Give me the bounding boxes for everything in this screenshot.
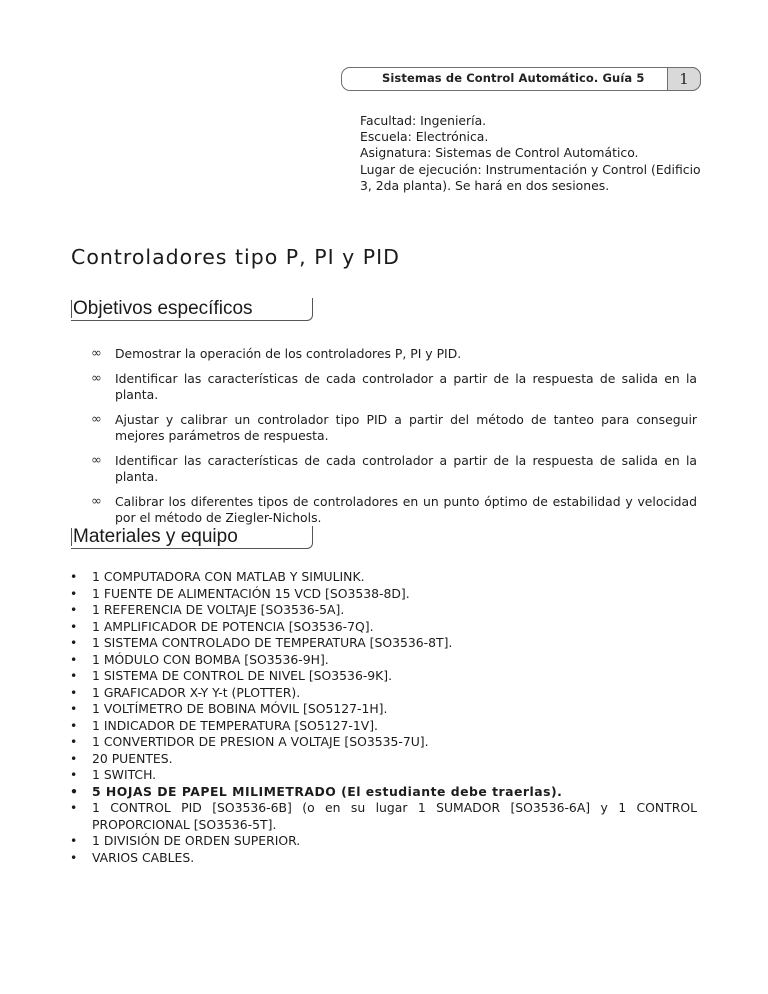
running-header: [341, 67, 701, 91]
objective-item: [91, 453, 697, 485]
infinity-bullet-icon: ∞: [91, 453, 102, 468]
material-text: 1 MÓDULO CON BOMBA [SO3536-9H].: [92, 651, 329, 667]
school-line: Escuela: Electrónica.: [360, 129, 489, 145]
material-text: 1 CONVERTIDOR DE PRESION A VOLTAJE [SO3535-7U].: [92, 734, 429, 749]
bullet-icon: •: [70, 585, 78, 601]
objectives-section-header: [71, 298, 313, 321]
objective-item: [91, 371, 697, 403]
course-info-block: [360, 113, 720, 194]
material-item: [70, 718, 697, 735]
material-text: 1 DIVISIÓN DE ORDEN SUPERIOR.: [92, 833, 301, 848]
infinity-bullet-icon: ∞: [91, 412, 102, 427]
material-text: 1 VOLTÍMETRO DE BOBINA MÓVIL [SO5127-1H].: [92, 701, 388, 716]
bullet-icon: •: [70, 750, 78, 766]
place-line-2: 3, 2da planta). Se hará en dos sesiones.: [360, 177, 610, 193]
objective-item: [91, 346, 697, 362]
bullet-icon: •: [70, 767, 78, 782]
material-item: [70, 602, 697, 619]
bullet-icon: •: [70, 783, 79, 799]
bullet-icon: •: [70, 849, 78, 865]
objective-item: [91, 494, 697, 526]
bullet-icon: •: [70, 651, 78, 667]
material-item: [70, 668, 697, 685]
bullet-icon: •: [70, 833, 78, 848]
objective-text: Ajustar y calibrar un controlador tipo PID a partir del método de tanteo para conseguir mejores parámetros de respuesta.: [115, 412, 697, 443]
material-item: [70, 734, 697, 751]
material-text: 1 COMPUTADORA CON MATLAB Y SIMULINK.: [92, 569, 365, 584]
material-text: 1 AMPLIFICADOR DE POTENCIA [SO3536-7Q].: [92, 618, 374, 634]
material-text: 1 SWITCH.: [92, 767, 157, 782]
materials-heading: Materiales y equipo: [73, 526, 238, 547]
material-text: 1 SISTEMA DE CONTROL DE NIVEL [SO3536-9K].: [92, 668, 393, 683]
material-item: [70, 652, 697, 669]
running-header-title: Sistemas de Control Automático. Guía 5: [382, 71, 645, 85]
material-item: [70, 751, 697, 768]
material-item: [70, 850, 697, 867]
infinity-bullet-icon: ∞: [91, 494, 102, 509]
bullet-icon: •: [70, 618, 78, 634]
infinity-bullet-icon: ∞: [91, 371, 102, 386]
material-text: 1 INDICADOR DE TEMPERATURA [SO5127-1V].: [92, 717, 378, 733]
objectives-list: [91, 346, 697, 535]
bullet-icon: •: [70, 602, 78, 617]
bullet-icon: •: [70, 701, 78, 716]
bullet-icon: •: [70, 668, 78, 683]
objectives-heading: Objetivos específicos: [73, 298, 253, 319]
material-text: VARIOS CABLES.: [92, 849, 195, 865]
material-item: [70, 569, 697, 586]
place-line-1: Lugar de ejecución: Instrumentación y Control (Edificio: [360, 161, 701, 177]
bullet-icon: •: [70, 635, 78, 650]
material-item-highlighted: [70, 784, 697, 801]
bullet-icon: •: [70, 684, 78, 700]
material-text: 1 FUENTE DE ALIMENTACIÓN 15 VCD [SO3538-8D].: [92, 585, 410, 601]
page-number-badge: 1: [667, 67, 701, 91]
material-item: [70, 701, 697, 718]
material-item: [70, 800, 697, 833]
material-item: [70, 635, 697, 652]
bullet-icon: •: [70, 800, 78, 815]
faculty-line: Facultad: Ingeniería.: [360, 113, 487, 128]
material-item: [70, 619, 697, 636]
material-text: 1 REFERENCIA DE VOLTAJE [SO3536-5A].: [92, 602, 345, 617]
bullet-icon: •: [70, 569, 78, 584]
objective-text: Calibrar los diferentes tipos de controladores en un punto óptimo de estabilidad y velocidad por el método de Ziegler-Nichols.: [115, 494, 697, 525]
objective-item: [91, 412, 697, 444]
material-text: 5 HOJAS DE PAPEL MILIMETRADO (El estudiante debe traerlas).: [92, 783, 563, 799]
materials-section-header: [71, 526, 313, 549]
objective-text: Identificar las características de cada controlador a partir de la respuesta de salida en la planta.: [115, 453, 697, 484]
material-text: 1 CONTROL PID [SO3536-6B] (o en su lugar 1 SUMADOR [SO3536-6A] y 1 CONTROL PROPORCIONAL [SO3536-5T].: [92, 800, 697, 832]
material-item: [70, 685, 697, 702]
material-text: 1 SISTEMA CONTROLADO DE TEMPERATURA [SO3536-8T].: [92, 635, 453, 650]
objective-text: Identificar las características de cada controlador a partir de la respuesta de salida en la planta.: [115, 371, 697, 402]
material-text: 20 PUENTES.: [92, 750, 173, 766]
bullet-icon: •: [70, 717, 78, 733]
materials-list: [70, 569, 697, 866]
objective-text: Demostrar la operación de los controladores P, PI y PID.: [115, 346, 462, 361]
material-item: [70, 833, 697, 850]
document-title: Controladores tipo P, PI y PID: [71, 245, 400, 269]
material-item: [70, 767, 697, 784]
infinity-bullet-icon: ∞: [91, 346, 102, 361]
subject-line: Asignatura: Sistemas de Control Automático.: [360, 145, 639, 161]
material-item: [70, 586, 697, 603]
bullet-icon: •: [70, 734, 78, 749]
material-text: 1 GRAFICADOR X-Y Y-t (PLOTTER).: [92, 684, 301, 700]
